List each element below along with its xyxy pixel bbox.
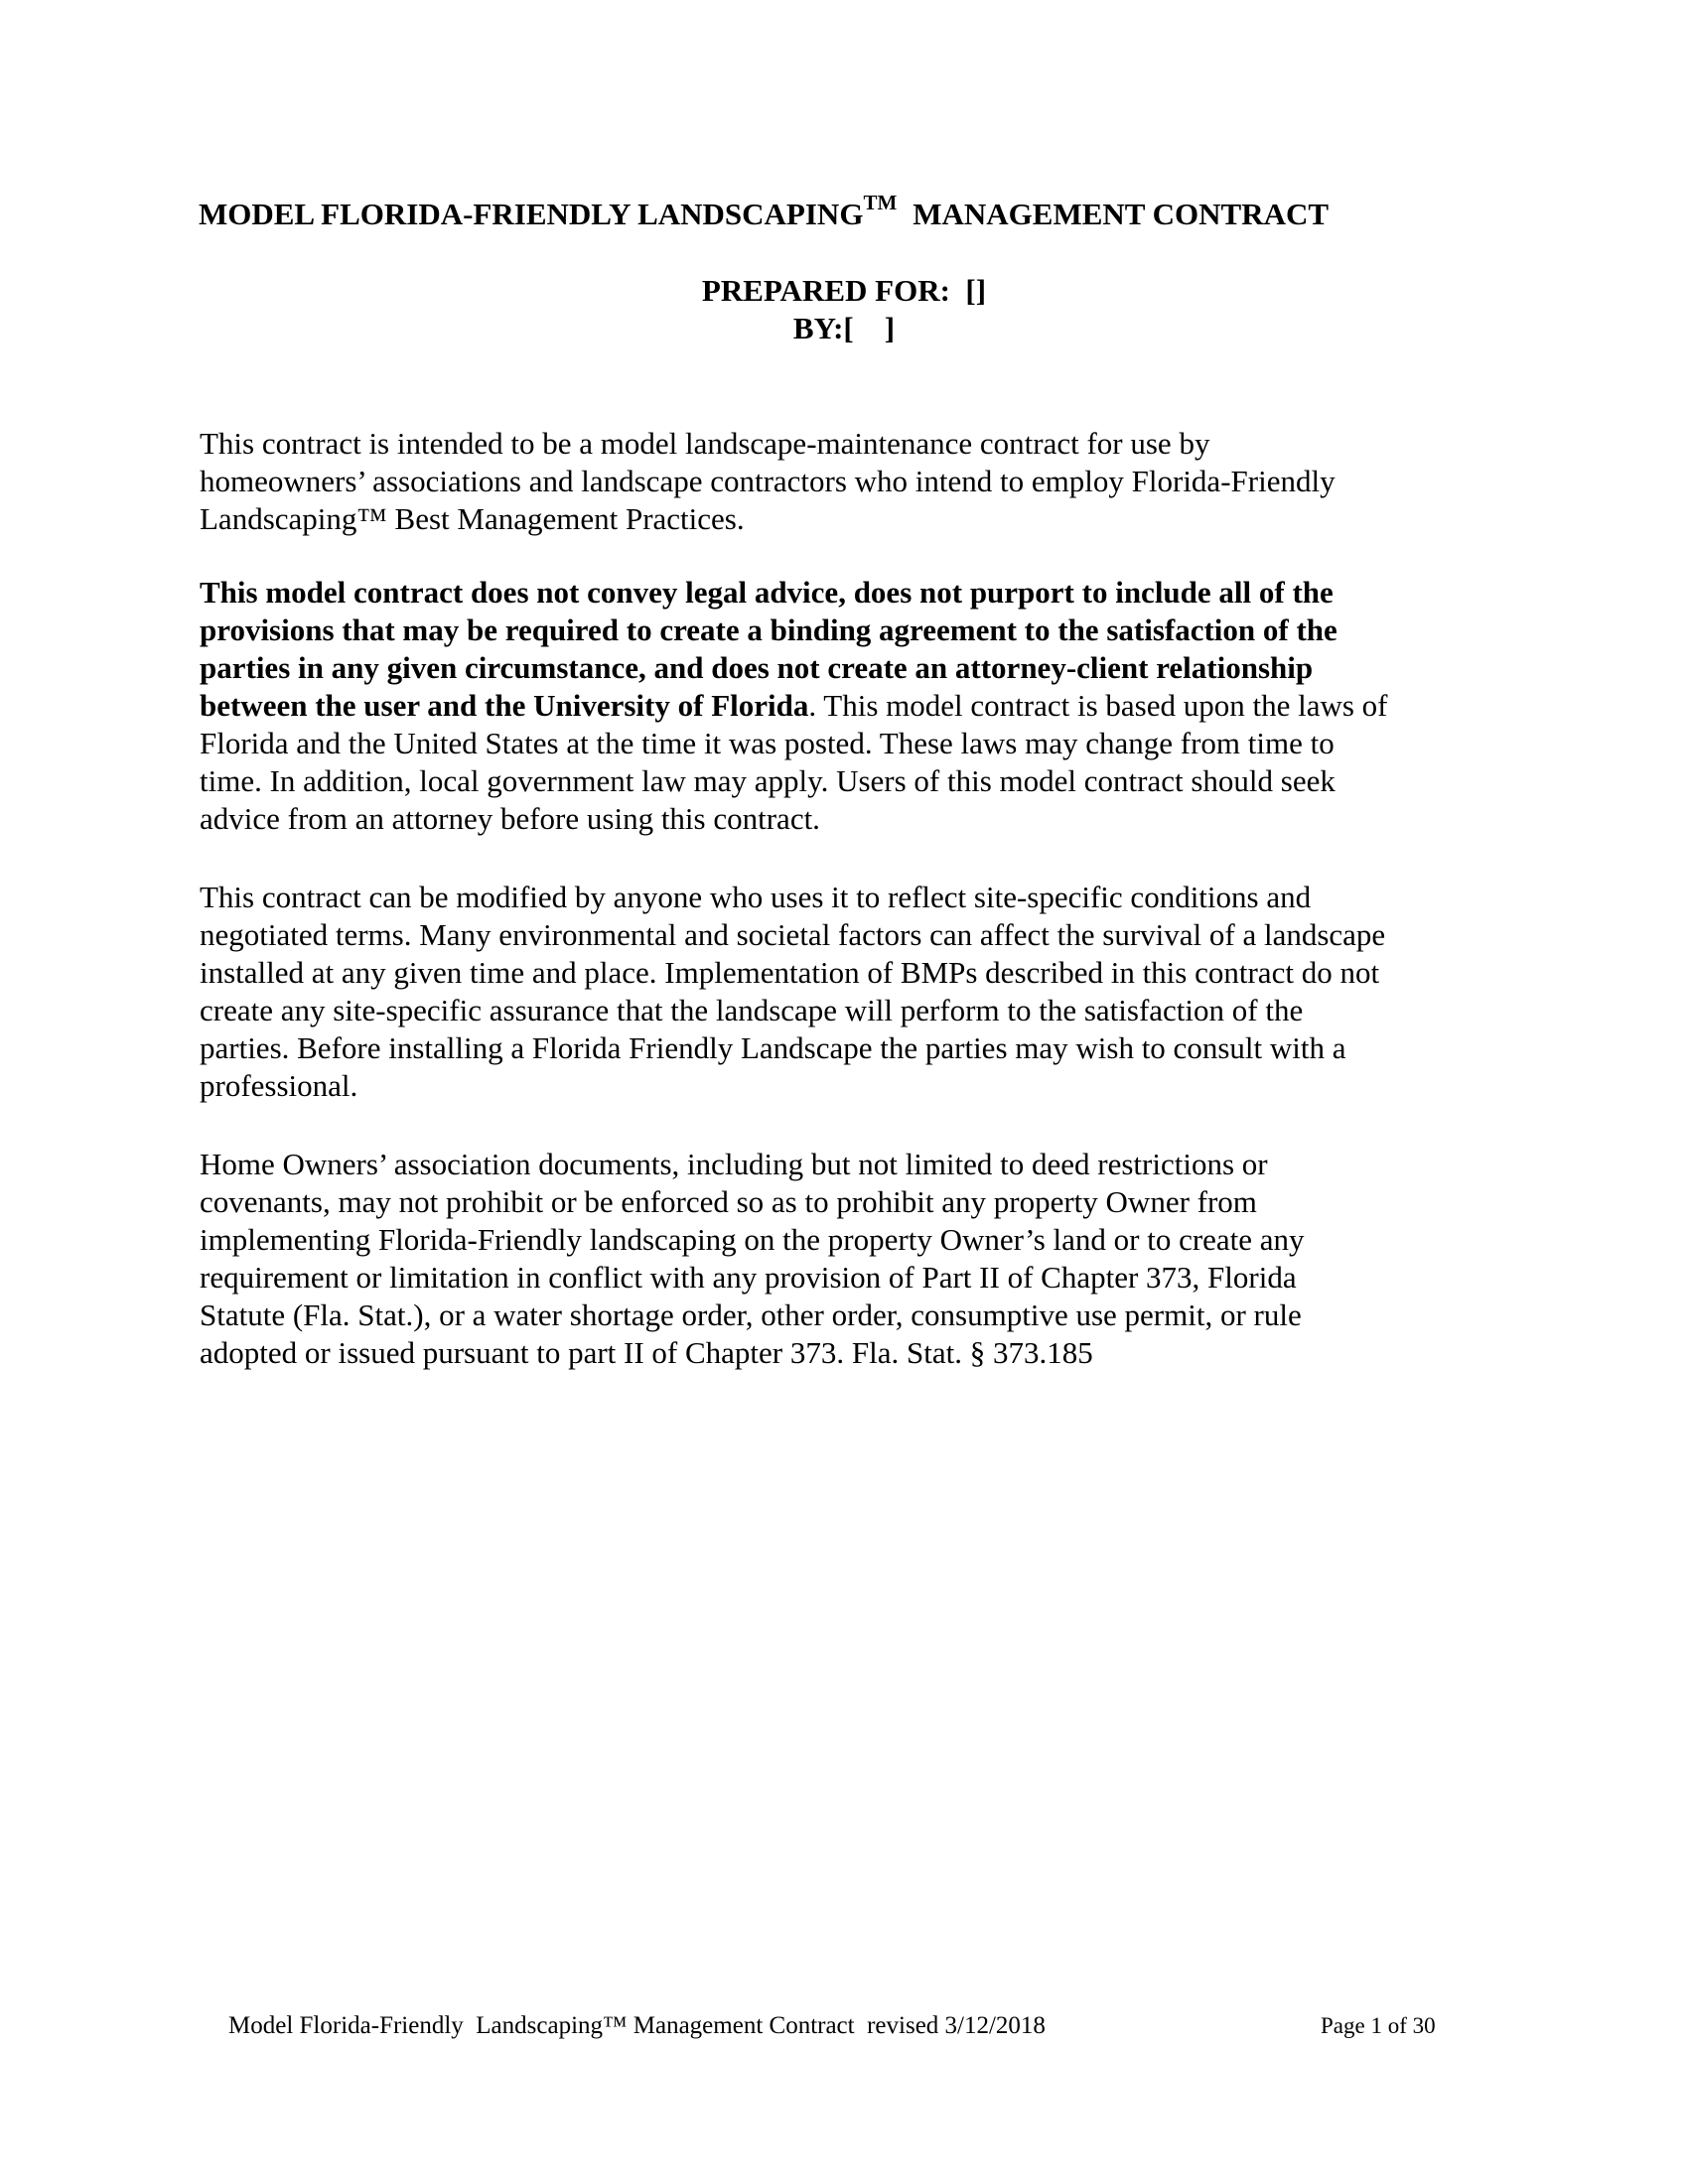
text-line: time. In addition, local government law may apply. Users of this model contract should seek [200, 763, 1336, 798]
text-line: installed at any given time and place. Implementation of BMPs described in this contract do not [200, 955, 1380, 990]
text-line: Florida and the United States at the time it was posted. These laws may change from time to [200, 726, 1335, 760]
regular-fragment: . This model contract is based upon the laws of [808, 688, 1388, 723]
text-line: homeowners’ associations and landscape contractors who intend to employ Florida-Friendly [200, 464, 1336, 498]
bold-fragment: between the user and the University of Florida [200, 688, 809, 723]
text-line: adopted or issued pursuant to part II of Chapter 373. Fla. Stat. § 373.185 [200, 1335, 1093, 1370]
text-line: advice from an attorney before using this contract. [200, 801, 820, 836]
title-main: MODEL FLORIDA-FRIENDLY LANDSCAPING [199, 197, 864, 231]
document-title [199, 190, 1489, 234]
intro-paragraph [200, 425, 1490, 538]
prepared-block [0, 272, 1688, 347]
bold-text-line: This model contract does not convey legal advice, does not purport to include all of the [200, 575, 1334, 610]
trademark-superscript: TM [863, 190, 898, 214]
prepared-for-line: PREPARED FOR: [] [701, 273, 987, 308]
text-line: Home Owners’ association documents, including but not limited to deed restrictions or [200, 1147, 1268, 1181]
text-line: covenants, may not prohibit or be enforced so as to prohibit any property Owner from [200, 1184, 1257, 1219]
footer-document-info: Model Florida-Friendly Landscaping™ Management Contract revised 3/12/2018 [228, 2012, 1046, 2039]
mixed-text-line [200, 687, 1490, 725]
text-line: Landscaping™ Best Management Practices. [200, 501, 745, 536]
text-line: This contract is intended to be a model landscape-maintenance contract for use by [200, 426, 1210, 461]
bold-text-line: provisions that may be required to create a binding agreement to the satisfaction of the [200, 613, 1337, 647]
text-line: parties. Before installing a Florida Friendly Landscape the parties may wish to consult with a [200, 1030, 1346, 1065]
text-line: negotiated terms. Many environmental and societal factors can affect the survival of a landscape [200, 917, 1386, 952]
bold-text-line: parties in any given circumstance, and does not create an attorney-client relationship [200, 650, 1314, 685]
footer-page-number: Page 1 of 30 [1321, 2013, 1436, 2038]
text-line: requirement or limitation in conflict with any provision of Part II of Chapter 373, Florida [200, 1260, 1297, 1295]
text-line: create any site-specific assurance that the landscape will perform to the satisfaction of the [200, 993, 1304, 1027]
text-line: This contract can be modified by anyone who uses it to reflect site-specific conditions and [200, 880, 1312, 914]
hoa-paragraph [200, 1146, 1490, 1372]
title-rest: MANAGEMENT CONTRACT [913, 197, 1330, 231]
modification-paragraph [200, 879, 1490, 1105]
text-line: Statute (Fla. Stat.), or a water shortage order, other order, consumptive use permit, or rule [200, 1297, 1302, 1332]
text-line: professional. [200, 1068, 358, 1103]
prepared-by-line: BY:[ ] [792, 311, 896, 345]
disclaimer-paragraph [200, 574, 1490, 838]
text-line: implementing Florida-Friendly landscaping on the property Owner’s land or to create any [200, 1222, 1305, 1257]
